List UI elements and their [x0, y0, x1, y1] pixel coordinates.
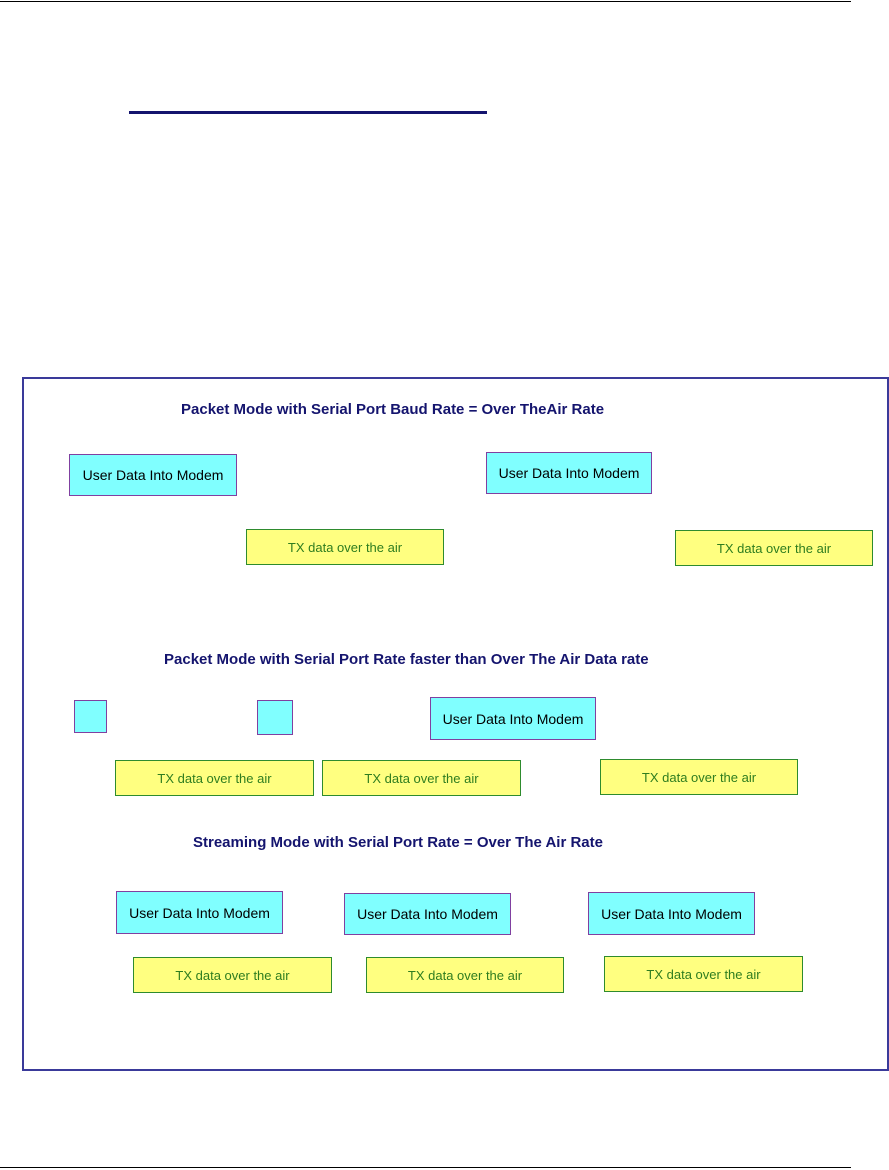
- title-underline: [129, 111, 487, 114]
- tx-data-box: TX data over the air: [133, 957, 332, 993]
- tx-data-box: TX data over the air: [366, 957, 564, 993]
- tx-data-box: TX data over the air: [675, 530, 873, 566]
- user-data-box: User Data Into Modem: [69, 454, 237, 496]
- tx-data-box: TX data over the air: [115, 760, 314, 796]
- user-data-box: User Data Into Modem: [116, 891, 283, 934]
- bottom-rule: [0, 1167, 851, 1168]
- user-data-box: User Data Into Modem: [486, 452, 652, 494]
- section-heading-packet-faster: Packet Mode with Serial Port Rate faster than Over The Air Data rate: [164, 651, 649, 668]
- user-data-box: User Data Into Modem: [588, 892, 755, 935]
- tx-data-box: TX data over the air: [322, 760, 521, 796]
- section-heading-packet-equal: Packet Mode with Serial Port Baud Rate = Over TheAir Rate: [181, 401, 605, 418]
- tx-data-box: TX data over the air: [600, 759, 798, 795]
- user-data-box: User Data Into Modem: [344, 893, 511, 935]
- user-data-box: User Data Into Modem: [430, 697, 596, 740]
- section-heading-streaming: Streaming Mode with Serial Port Rate = Over The Air Rate: [193, 834, 603, 851]
- tx-data-box: TX data over the air: [604, 956, 803, 992]
- top-rule: [0, 1, 851, 2]
- user-data-box-small: [74, 700, 107, 733]
- user-data-box-small: [257, 700, 293, 735]
- tx-data-box: TX data over the air: [246, 529, 444, 565]
